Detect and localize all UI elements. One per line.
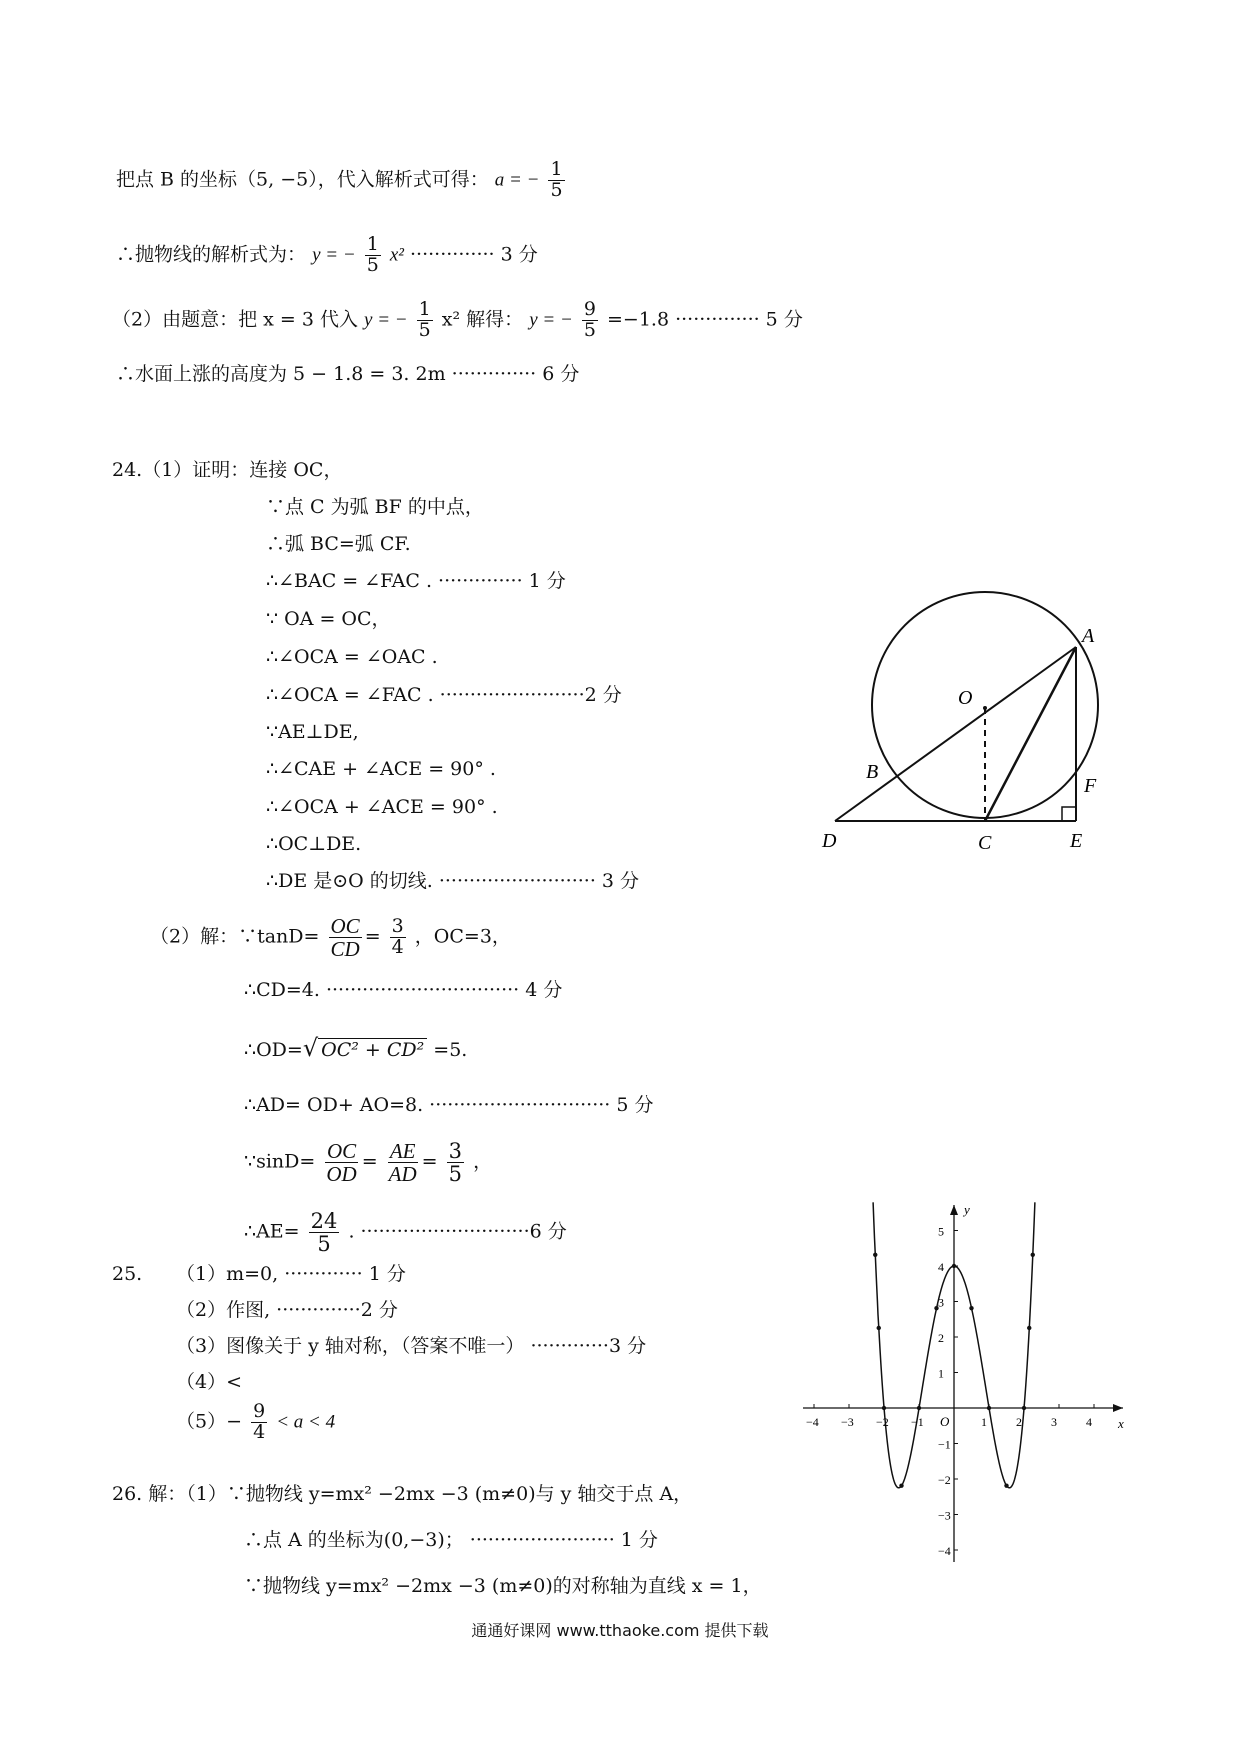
y-tick-label: 1 — [938, 1366, 944, 1381]
label-o: O — [958, 687, 973, 709]
label-c: C — [978, 832, 992, 854]
q24-p2-l6-num: 24 — [310, 1209, 338, 1233]
q24-p2-fraction-2 — [390, 917, 406, 958]
q24-part2-line-5: ∵sinD= $\frac{OC}{OD}$ = $\frac{AE}{AD}$ = $\frac{3}{5}$ ， — [244, 1139, 493, 1187]
x-tick-label: −4 — [806, 1415, 819, 1429]
q23-l2-den: 5 — [366, 253, 379, 276]
q26-line-1: 26. 解：（1）∵抛物线 y=mx² −2mx −3 (m≠0)与 y 轴交于点 A， — [112, 1483, 693, 1505]
segment-da — [835, 647, 1076, 821]
q24-p2-l5-fraction-1 — [324, 1140, 358, 1185]
point-o — [983, 706, 987, 710]
right-angle-mark — [1062, 807, 1076, 821]
q25-l5-fraction — [251, 1402, 267, 1443]
y-tick-label: −4 — [938, 1544, 951, 1558]
q23-l2-num: 1 — [366, 233, 379, 255]
function-graph — [798, 1200, 1138, 1570]
q23-l2-fraction — [365, 235, 381, 276]
origin-label: O — [940, 1414, 950, 1429]
label-e: E — [1070, 830, 1083, 852]
q23-l1-expr: a = − — [494, 169, 540, 191]
q25-l5-pre: （5）− — [176, 1410, 243, 1433]
q24-proof-line: ∴∠OCA = ∠OAC . — [266, 646, 438, 668]
q25-l5-den: 4 — [253, 1420, 266, 1443]
q23-l3-tail: x² 解得： — [441, 308, 524, 331]
label-b: B — [866, 761, 879, 783]
q26-line-3: ∵抛物线 y=mx² −2mx −3 (m≠0)的对称轴为直线 x = 1， — [244, 1575, 762, 1597]
q23-line-4 — [116, 362, 579, 386]
q24-p2-l5-fraction-3 — [447, 1140, 464, 1185]
q24-p2-f1-den: CD — [330, 937, 360, 962]
x-tick-label: −2 — [876, 1415, 889, 1429]
circle-tangent-figure — [820, 590, 1120, 860]
y-tick-label: −2 — [938, 1473, 951, 1487]
y-axis-label: y — [964, 1202, 970, 1217]
q25-l5-post: < a < 4 — [276, 1411, 336, 1433]
x-axis-arrow — [1113, 1404, 1123, 1412]
q24-p2-fraction-1 — [329, 915, 362, 960]
q26-line-2: ∴点 A 的坐标为(0,−3)； ························ 1 分 — [244, 1529, 658, 1551]
q24-proof-line: ∴∠CAE + ∠ACE = 90° . — [266, 758, 496, 780]
q24-proof-line: ∴∠BAC = ∠FAC . ·············· 1 分 — [266, 570, 566, 592]
curve-point — [969, 1306, 973, 1310]
q25-line-2: （2）作图, ··············2 分 — [176, 1299, 398, 1321]
q23-line-1 — [116, 160, 568, 201]
q24-part2-line-1: （2）解：∵tanD= $\frac{OC}{CD}$ = $\frac{3}{4}$ ，OC=3， — [150, 914, 511, 962]
q24-p2-l5-f1-num: OC — [326, 1139, 357, 1163]
label-f: F — [1084, 775, 1097, 797]
q24-part2-line-6 — [244, 1210, 567, 1255]
q24-proof-line: ∴∠OCA = ∠FAC . ························2 分 — [266, 684, 622, 706]
curve-point — [882, 1406, 886, 1410]
q24-p2-l3-pre: ∴OD= — [244, 1039, 303, 1061]
curve-point — [873, 1253, 877, 1257]
q23-l3-tail2: =−1.8 — [606, 308, 670, 331]
curve-point — [987, 1406, 991, 1410]
y-tick-label: −3 — [938, 1508, 951, 1523]
q23-l1-fraction — [548, 160, 564, 201]
curve-point — [1031, 1253, 1035, 1257]
q23-l3-fraction2 — [582, 300, 598, 341]
q24-p2-l5-f3-den: 5 — [448, 1162, 463, 1187]
q24-p2-l6-den: 5 — [317, 1232, 331, 1257]
x-tick-label: 4 — [1086, 1415, 1092, 1429]
q25-line-1: （1）m=0, ············· 1 分 — [176, 1263, 406, 1285]
y-tick-label: 5 — [938, 1224, 944, 1239]
q23-l3-num2: 9 — [583, 298, 596, 320]
q23-l2-score: ·············· 3 分 — [410, 243, 538, 266]
q24-p2-f2-num: 3 — [391, 915, 404, 938]
y-tick-label: 4 — [938, 1260, 944, 1274]
q24-part2-line-4: ∴AD= OD+ AO=8. ······························ 5 分 — [244, 1094, 654, 1116]
q24-p2-l5-post: ， — [473, 1150, 493, 1173]
q24-p2-l6-fraction — [309, 1210, 340, 1255]
label-a: A — [1082, 625, 1095, 647]
q25-line-3: （3）图像关于 y 轴对称，（答案不唯一） ·············3 分 — [176, 1335, 647, 1357]
x-tick-label: 3 — [1051, 1415, 1057, 1429]
q25-line-4: （4）< — [176, 1371, 243, 1393]
x-axis-label: x — [1118, 1416, 1124, 1431]
q24-p2-l6-post: . ····························6 分 — [348, 1220, 567, 1243]
q23-l3-expr: y = − — [364, 309, 408, 331]
page-footer: 通通好课网 www.tthaoke.com 提供下载 — [471, 1621, 769, 1640]
y-tick-label: −1 — [938, 1437, 951, 1452]
q24-p2-l5-fraction-2 — [387, 1140, 419, 1185]
q23-l3-score: ·············· 5 分 — [675, 308, 803, 331]
label-d: D — [822, 830, 837, 852]
q24-proof-line: ∵AE⊥DE, — [266, 721, 359, 743]
q23-l3-num: 1 — [418, 298, 431, 320]
q23-l3-den: 5 — [418, 318, 431, 341]
q23-l3-den2: 5 — [583, 318, 596, 341]
x-tick-label: 2 — [1016, 1415, 1022, 1429]
q24-p2-l5-f1-den: OD — [326, 1162, 357, 1187]
q24-p2-tail: ，OC=3， — [414, 925, 511, 948]
q24-proof-line: ∵点 C 为弧 BF 的中点， — [266, 496, 484, 518]
x-tick-label: −3 — [841, 1415, 854, 1429]
q24-p2-l3-post: =5. — [433, 1039, 468, 1061]
q23-l3-text: （2）由题意：把 x = 3 代入 — [112, 308, 358, 331]
q24-p2-l5-f3-num: 3 — [448, 1139, 463, 1163]
q25-line-5 — [176, 1402, 335, 1443]
q24-p2-f2-den: 4 — [391, 936, 404, 959]
q24-proof-line: ∵ OA = OC， — [266, 608, 391, 630]
q24-p2-l5-pre: ∵sinD= — [244, 1150, 316, 1173]
x-tick-label: 1 — [981, 1415, 987, 1429]
q24-p2-f1-num: OC — [330, 914, 360, 938]
curve-point — [899, 1483, 903, 1487]
q23-line-3 — [112, 300, 803, 341]
q24-p2-l5-f2-num: AE — [389, 1139, 416, 1163]
q24-part2-line-2: ∴CD=4. ································ 4 分 — [244, 979, 563, 1001]
q23-l2-expr: y = − — [312, 244, 356, 266]
q24-heading: 24.（1）证明：连接 OC， — [112, 459, 343, 481]
curve-point — [877, 1326, 881, 1330]
q23-l3-fraction — [417, 300, 433, 341]
curve-point — [1004, 1483, 1008, 1487]
circle-o — [872, 592, 1098, 818]
q23-l2-text: ∴抛物线的解析式为： — [116, 243, 307, 266]
q24-proof-line: ∴∠OCA + ∠ACE = 90° . — [266, 796, 498, 818]
segment-ac — [985, 647, 1076, 821]
q23-l1-num: 1 — [550, 158, 563, 180]
q24-proof-line: ∴OC⊥DE. — [266, 833, 362, 855]
q23-line-2 — [116, 235, 538, 276]
q23-l4-score: ·············· 6 分 — [451, 363, 580, 385]
q23-l1-den: 5 — [550, 178, 563, 201]
curve-point — [952, 1264, 956, 1268]
q24-p2-l3-sqrt: OC² + CD² — [318, 1038, 427, 1061]
q24-proof-line: ∴弧 BC=弧 CF. — [266, 533, 411, 555]
curve-point — [917, 1406, 921, 1410]
q24-p2-head: （2）解：∵tanD= — [150, 925, 320, 948]
q23-l4-text: ∴水面上涨的高度为 5 − 1.8 = 3. 2m — [116, 363, 446, 385]
q25-number: 25. — [112, 1263, 143, 1285]
y-tick-label: 2 — [938, 1331, 944, 1345]
curve-point — [1022, 1406, 1026, 1410]
x-tick-label: −1 — [911, 1415, 924, 1429]
q23-l1-text: 把点 B 的坐标（5, −5），代入解析式可得： — [116, 168, 489, 191]
q24-part2-line-3: ∴OD=√ OC² + CD² =5. — [244, 1034, 468, 1062]
q23-l2-tail: x² — [389, 244, 404, 266]
y-axis-arrow — [950, 1205, 958, 1215]
q24-proof-line: ∴DE 是⊙O 的切线. ·························· 3 分 — [266, 870, 640, 892]
q25-l5-num: 9 — [253, 1400, 266, 1422]
q24-p2-l5-f2-den: AD — [388, 1162, 417, 1187]
curve-point — [1027, 1326, 1031, 1330]
y-tick-label: 3 — [938, 1295, 944, 1310]
q23-l3-expr2: y = − — [529, 309, 573, 331]
q24-p2-l6-pre: ∴AE= — [244, 1220, 300, 1243]
